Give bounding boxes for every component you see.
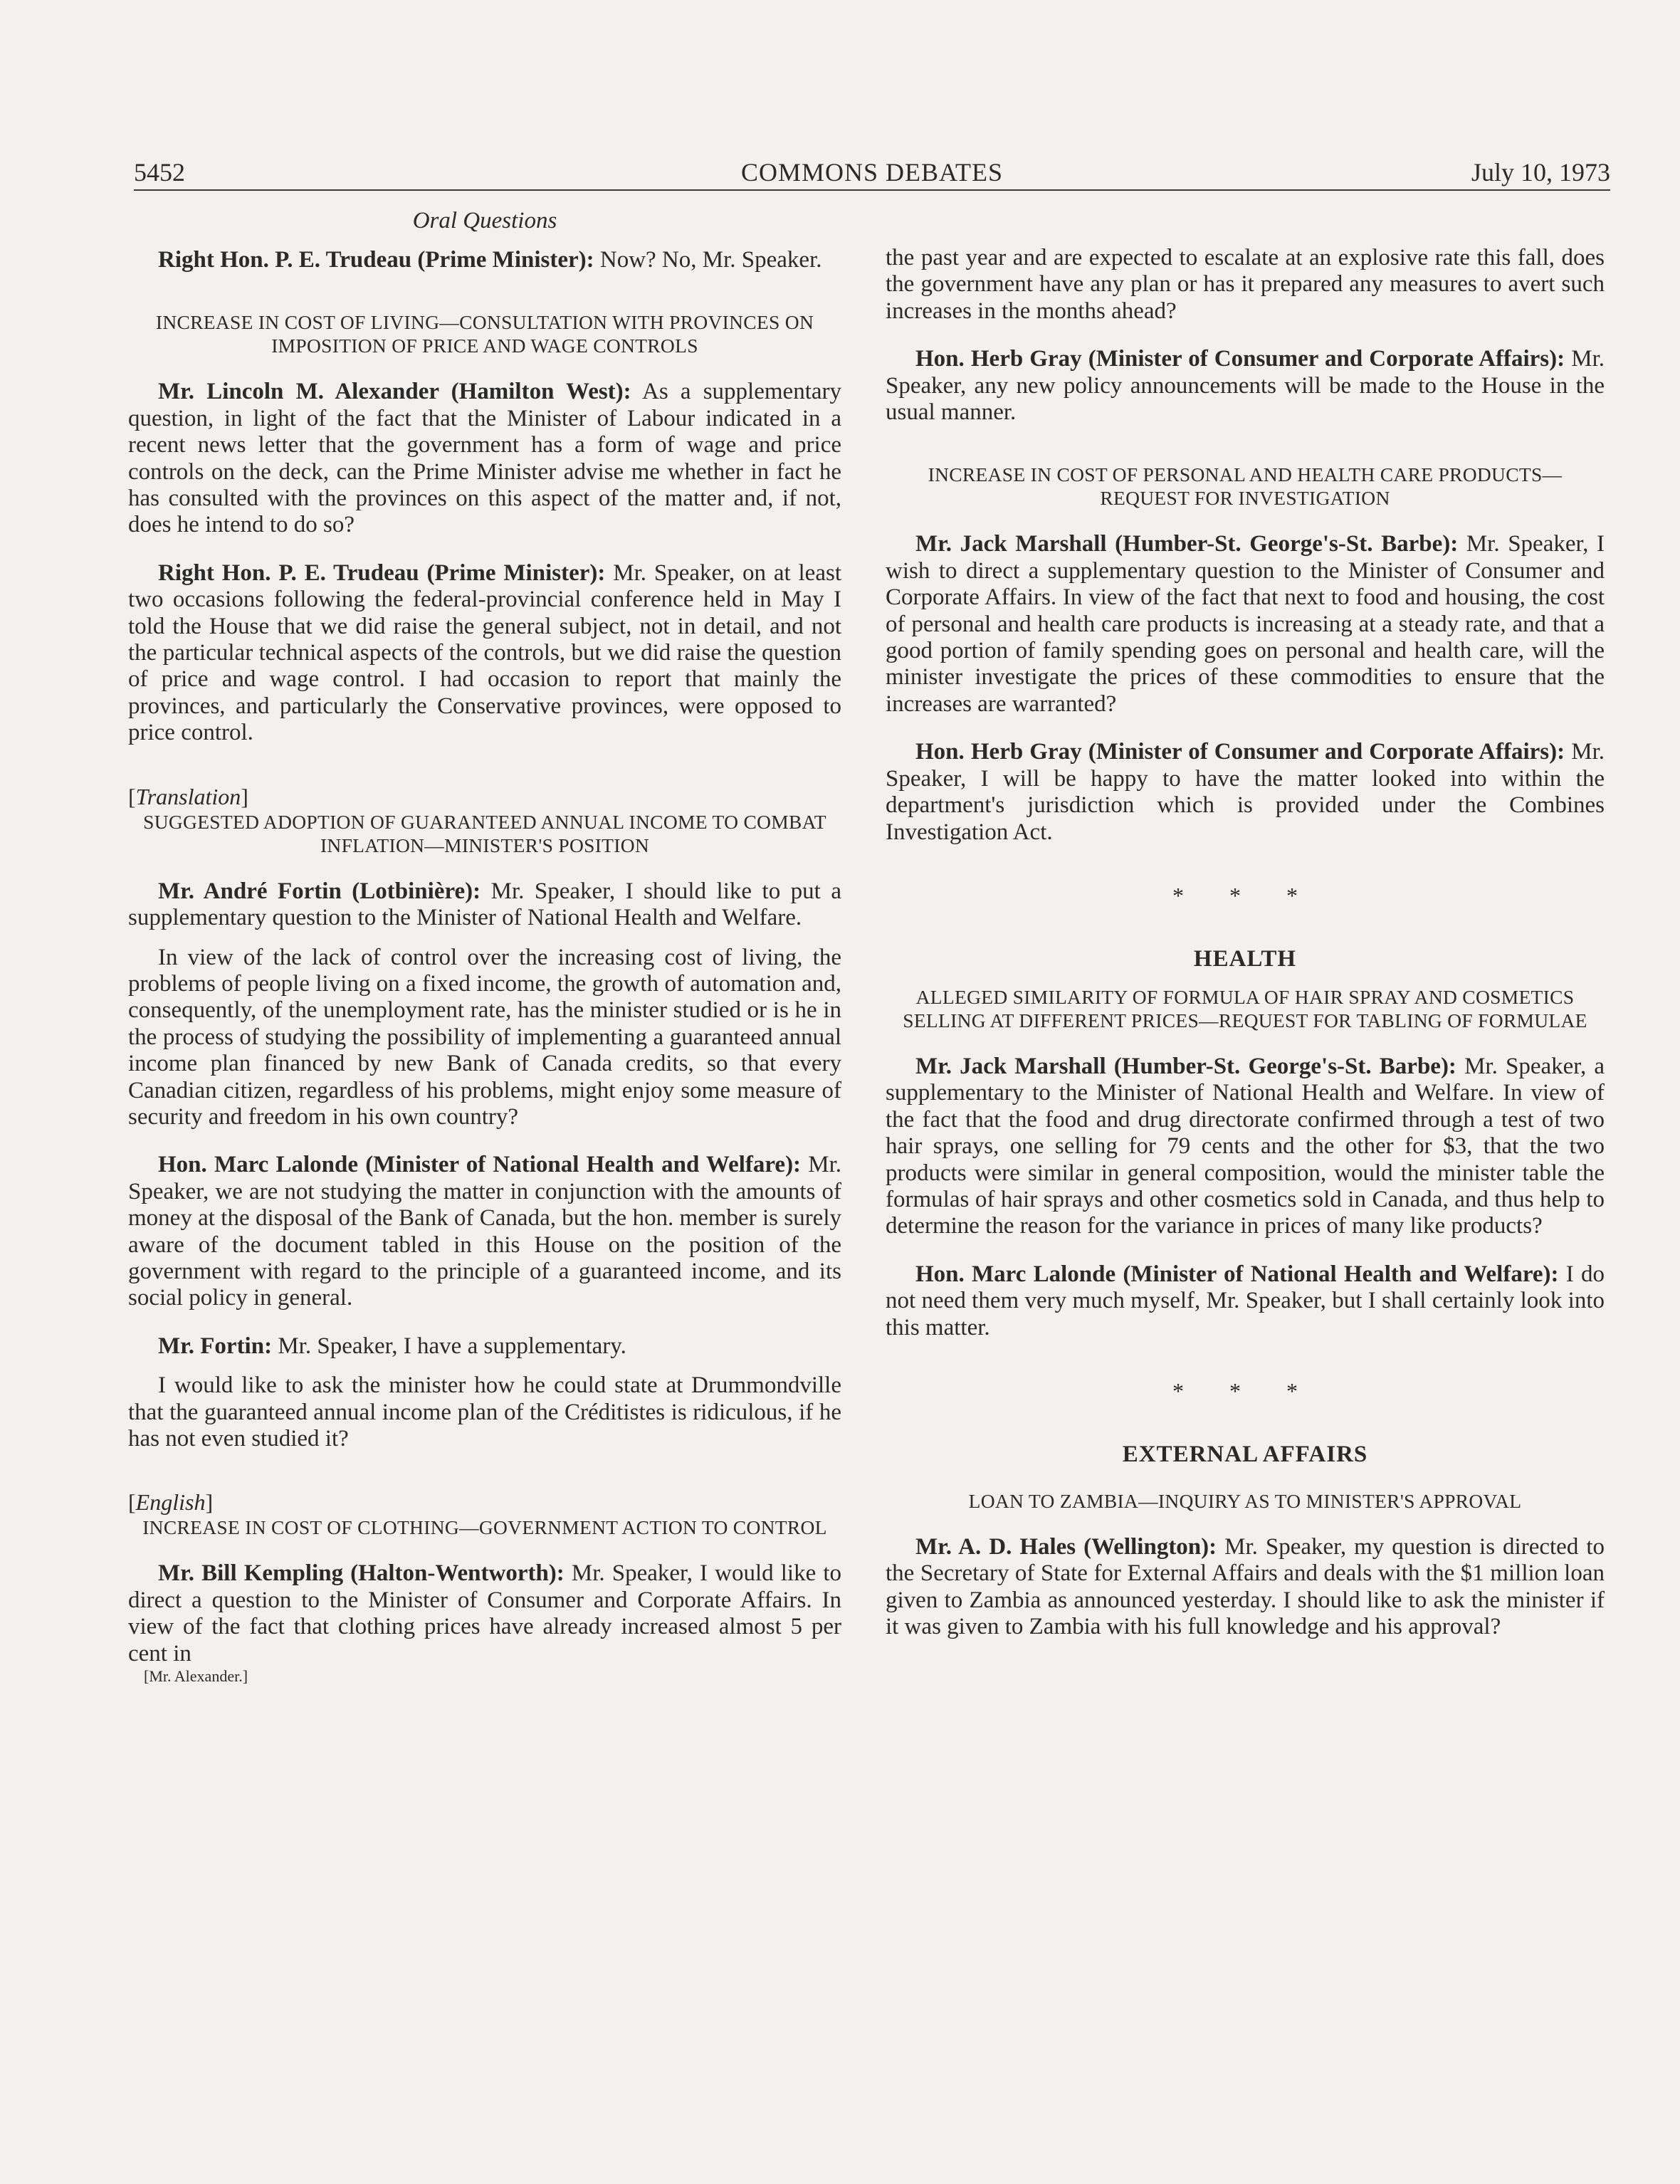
hales-question [886,1534,1605,1641]
speech-text: As a supplementary question, in light of the fact that the Minister of Labour indicated in a recent news letter that the government has a form of wage and price controls on the deck, can the Prime Minister advise me whether in fact he has consulted with the provinces on this aspect of the matter and, if not, does he intend to do so? [128,379,841,538]
oral-questions-label: Oral Questions [412,208,557,233]
kempling-question-cont: the past year and are expected to escalate at an explosive rate this fall, does the government have any plan or has it prepared any measures to avert such increases in the months ahead? [886,245,1605,324]
heading-loan-to-zambia: LOAN TO ZAMBIA—INQUIRY AS TO MINISTER'S APPROVAL [968,1489,1522,1512]
english-label: English [135,1489,206,1516]
publication-title: COMMONS DEBATES [740,158,1004,187]
speaker-name: Hon. Herb Gray (Minister of Consumer and Corporate Affairs): [915,346,1565,372]
speech-text: Mr. Speaker, I have a supplementary. [272,1333,626,1359]
section-title-health: HEALTH [1193,945,1297,972]
running-head [134,155,1610,191]
fortin-question-2 [128,1333,841,1360]
gray-reply-2 [886,739,1605,846]
trudeau-reply-1 [128,247,841,273]
speaker-name: Mr. Lincoln M. Alexander (Hamilton West): [158,379,631,405]
speaker-name: Mr. A. D. Hales (Wellington): [915,1533,1217,1560]
fortin-question-1 [128,878,841,932]
speech-text: Mr. Speaker, any new policy announcements will be made to the House in the usual manner. [886,346,1605,426]
speaker-name: Mr. Jack Marshall (Humber-St. George's-St. Barbe): [915,1053,1456,1079]
speech-text: Mr. Speaker, a supplementary to the Minister of National Health and Welfare. In view of the fact that the food and drug directorate confirmed through a test of two hair sprays, one selling for 79 cents and the other for $3, that the two products were similar in general composition, would the minister table the formulas of hair sprays and other cosmetics sold in Canada, and thus help to determine the reason for the variance in prices of many like products? [886,1053,1605,1239]
gray-reply-1 [886,346,1605,426]
speech-text: Mr. Speaker, I will be happy to have the matter looked into within the department's jurisdiction which is provided under the Combines Investigation Act. [886,739,1605,845]
speaker-name: Mr. Bill Kempling (Halton-Wentworth): [158,1560,565,1587]
lalonde-reply-2 [886,1261,1605,1341]
kempling-question [128,1560,841,1667]
speech-text: Mr. Speaker, on at least two occasions following the federal-provincial conference held in May I told the House that we did raise the general subject, not in detail, and not the particular technical aspects of the controls, but we did raise the question of price and wage control. I had occasion to report that mainly the provinces, and particularly the Conservative provinces, were opposed to price control. [128,560,841,746]
speech-text: Now? No, Mr. Speaker. [594,247,822,273]
speaker-name: Right Hon. P. E. Trudeau (Prime Minister): [158,560,606,586]
speaker-name: Hon. Herb Gray (Minister of Consumer and Corporate Affairs): [915,739,1565,765]
heading-cost-of-clothing: INCREASE IN COST OF CLOTHING—GOVERNMENT ACTION TO CONTROL [142,1516,827,1539]
speech-text: Mr. Speaker, my question is directed to the Secretary of State for External Affairs and deals with the $1 million loan given to Zambia as announced yesterday. I should like to ask the minister if it was given to Zambia with his full knowledge and his approval? [886,1533,1605,1640]
speaker-name: Right Hon. P. E. Trudeau (Prime Minister): [158,247,594,273]
heading-cost-of-living: INCREASE IN COST OF LIVING—CONSULTATION WITH PROVINCES ON IMPOSITION OF PRICE AND WAGE CONTROLS [155,311,814,357]
page-number: 5452 [134,158,185,187]
translation-label: Translation [135,783,241,809]
speech-text: I do not need them very much myself, Mr. Speaker, but I shall certainly look into this matter. [886,1261,1605,1340]
heading-hair-spray: ALLEGED SIMILARITY OF FORMULA OF HAIR SPRAY AND COSMETICS SELLING AT DIFFERENT PRICES—REQUEST FOR TABLING OF FORMULAE [903,985,1587,1031]
speaker-name: Mr. Jack Marshall (Humber-St. George's-St. Barbe): [915,531,1459,557]
footnote: [Mr. Alexander.] [144,1667,248,1686]
english-tag: [English] [128,1489,214,1516]
trudeau-reply-2 [128,560,841,747]
speech-text: Mr. Speaker, we are not studying the matter in conjunction with the amounts of money at the disposal of the Bank of Canada, but the hon. member is surely aware of the document tabled in this House on the position of the government with regard to the principle of a guaranteed income, and its social policy in general. [128,1152,841,1311]
alexander-question [128,379,841,538]
heading-guaranteed-income: SUGGESTED ADOPTION OF GUARANTEED ANNUAL INCOME TO COMBAT INFLATION—MINISTER'S POSITION [143,810,826,856]
left-column [128,208,841,1686]
heading-personal-care: INCREASE IN COST OF PERSONAL AND HEALTH CARE PRODUCTS—REQUEST FOR INVESTIGATION [928,463,1563,510]
speaker-name: Hon. Marc Lalonde (Minister of National Health and Welfare): [158,1152,802,1178]
section-separator-2: * * * [1172,1377,1318,1404]
speech-text: Mr. Speaker, I would like to direct a question to the Minister of Consumer and Corporate Affairs. In view of the fact that clothing prices have already increased almost 5 per cent in [128,1560,841,1666]
section-separator-1: * * * [1172,882,1318,908]
marshall-question-1 [886,531,1605,718]
speech-text: Mr. Speaker, I wish to direct a supplementary question to the Minister of Consumer and Corporate Affairs. In view of the fact that next to food and housing, the cost of personal and health care products is increasing at a steady rate, and that a good portion of family spending goes on personal and health care, will the minister investigate the prices of these commodities to ensure that the increases are warranted? [886,531,1605,717]
right-column [886,208,1605,1641]
speaker-name: Mr. André Fortin (Lotbinière): [158,878,481,904]
speech-text: Mr. Speaker, I should like to put a supplementary question to the Minister of National Health and Welfare. [128,878,841,931]
marshall-question-2 [886,1054,1605,1240]
fortin-question-1-cont: In view of the lack of control over the increasing cost of living, the problems of people living on a fixed income, the growth of automation and, consequently, of the unemployment rate, has the minister studied or is he in the process of studying the possibility of implementing a guaranteed annual income plan financed by new Bank of Canada credits, so that every Canadian citizen, regardless of his problems, might enjoy some measure of security and freedom in his own country? [128,944,841,1130]
lalonde-reply-1 [128,1152,841,1311]
section-title-external-affairs: EXTERNAL AFFAIRS [1122,1441,1368,1467]
fortin-question-2-cont: I would like to ask the minister how he could state at Drummondville that the guaranteed annual income plan of the Créditistes is ridiculous, if he has not even studied it? [128,1372,841,1451]
speaker-name: Mr. Fortin: [158,1333,273,1359]
publication-date: July 10, 1973 [1471,158,1610,187]
translation-tag: [Translation] [128,783,248,809]
speaker-name: Hon. Marc Lalonde (Minister of National Health and Welfare): [915,1261,1559,1287]
